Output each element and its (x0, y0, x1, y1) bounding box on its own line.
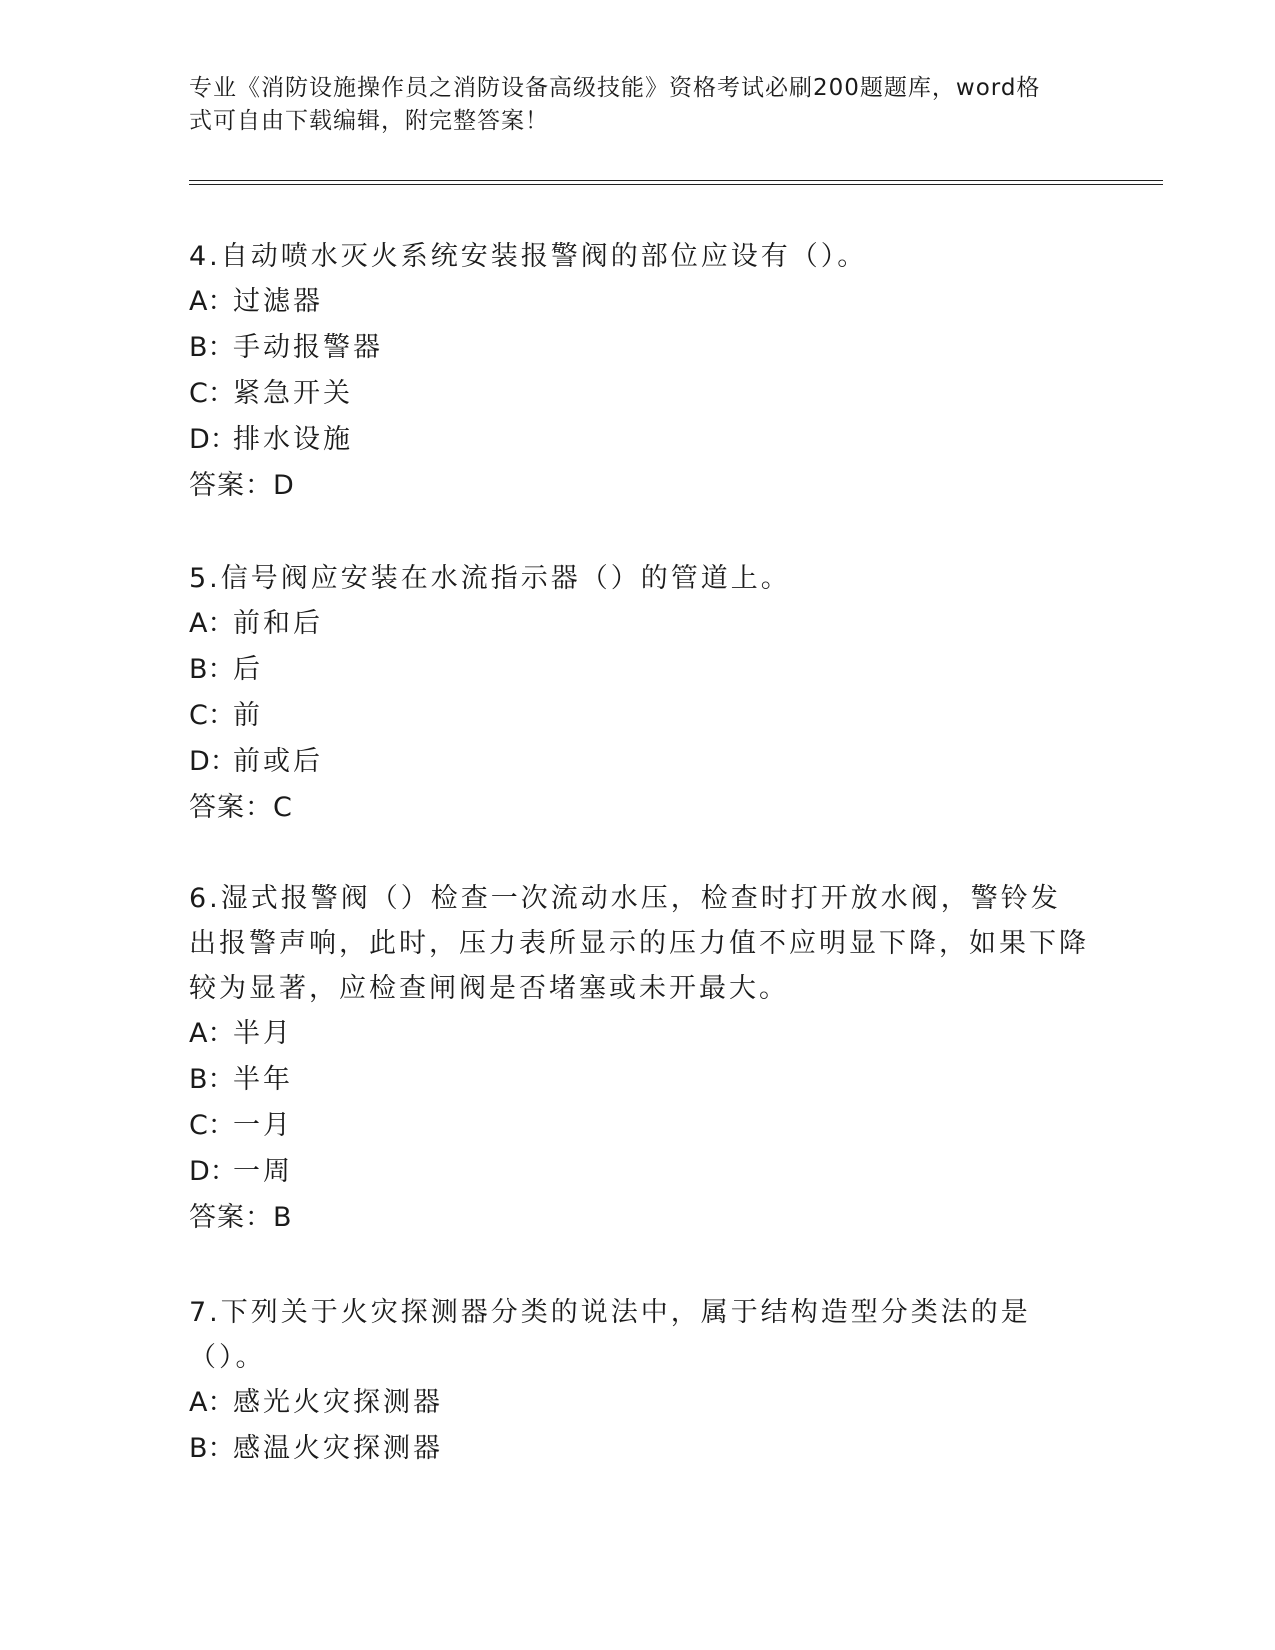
option-a (189, 1380, 1089, 1426)
option-text: 紧急开关 (233, 378, 353, 409)
option-d (189, 1149, 1089, 1195)
header-line-2: 式可自由下载编辑，附完整答案！ (189, 108, 549, 134)
option-a (189, 1011, 1089, 1057)
option-letter: D： (189, 424, 237, 455)
answer-label: 答案： (189, 1202, 273, 1233)
option-text: 前和后 (233, 608, 323, 639)
option-text: 排水设施 (233, 424, 353, 455)
question-stem: 7.下列关于火灾探测器分类的说法中，属于结构造型分类法的是（）。 (189, 1297, 1031, 1373)
option-c (189, 693, 1089, 739)
answer-label: 答案： (189, 792, 273, 823)
question-stem: 4.自动喷水灭火系统安装报警阀的部位应设有（）。 (189, 241, 868, 272)
option-d (189, 739, 1089, 785)
option-text: 感温火灾探测器 (233, 1433, 443, 1464)
question-7 (189, 1290, 1089, 1472)
answer-line (189, 785, 1089, 831)
option-b (189, 1057, 1089, 1103)
answer-line (189, 463, 1089, 509)
option-text: 半年 (233, 1064, 293, 1095)
header-line-1: 专业《消防设施操作员之消防设备高级技能》资格考试必刷200题题库，word格 (189, 75, 1041, 101)
option-letter: C： (189, 378, 235, 409)
option-letter: B： (189, 1433, 235, 1464)
option-a (189, 601, 1089, 647)
header-divider-bottom (189, 184, 1163, 185)
option-c (189, 1103, 1089, 1149)
option-c (189, 371, 1089, 417)
option-letter: B： (189, 1064, 235, 1095)
option-letter: A： (189, 608, 235, 639)
option-text: 一周 (233, 1156, 293, 1187)
question-4 (189, 234, 1089, 509)
option-text: 感光火灾探测器 (233, 1387, 443, 1418)
option-text: 一月 (233, 1110, 293, 1141)
question-stem: 5.信号阀应安装在水流指示器（）的管道上。 (189, 563, 791, 594)
option-b (189, 1426, 1089, 1472)
option-letter: A： (189, 286, 235, 317)
option-text: 手动报警器 (233, 332, 383, 363)
answer-value: C (273, 792, 293, 823)
option-letter: D： (189, 1156, 237, 1187)
option-d (189, 417, 1089, 463)
header-divider-top (189, 180, 1163, 181)
question-6 (189, 876, 1089, 1241)
answer-value: D (273, 470, 295, 501)
answer-line (189, 1195, 1089, 1241)
answer-value: B (273, 1202, 293, 1233)
option-text: 前 (233, 700, 263, 731)
option-b (189, 647, 1089, 693)
option-letter: C： (189, 1110, 235, 1141)
option-letter: C： (189, 700, 235, 731)
option-text: 过滤器 (233, 286, 323, 317)
option-b (189, 325, 1089, 371)
option-text: 前或后 (233, 746, 323, 777)
option-letter: B： (189, 654, 235, 685)
option-text: 半月 (233, 1018, 293, 1049)
option-text: 后 (233, 654, 263, 685)
option-letter: B： (189, 332, 235, 363)
document-header (189, 72, 1089, 138)
option-letter: D： (189, 746, 237, 777)
question-5 (189, 556, 1089, 831)
question-stem: 6.湿式报警阀（）检查一次流动水压，检查时打开放水阀，警铃发出报警声响，此时，压力表所显示的压力值不应明显下降，如果下降较为显著，应检查闸阀是否堵塞或未开最大。 (189, 883, 1089, 1004)
option-a (189, 279, 1089, 325)
option-letter: A： (189, 1387, 235, 1418)
option-letter: A： (189, 1018, 235, 1049)
answer-label: 答案： (189, 470, 273, 501)
